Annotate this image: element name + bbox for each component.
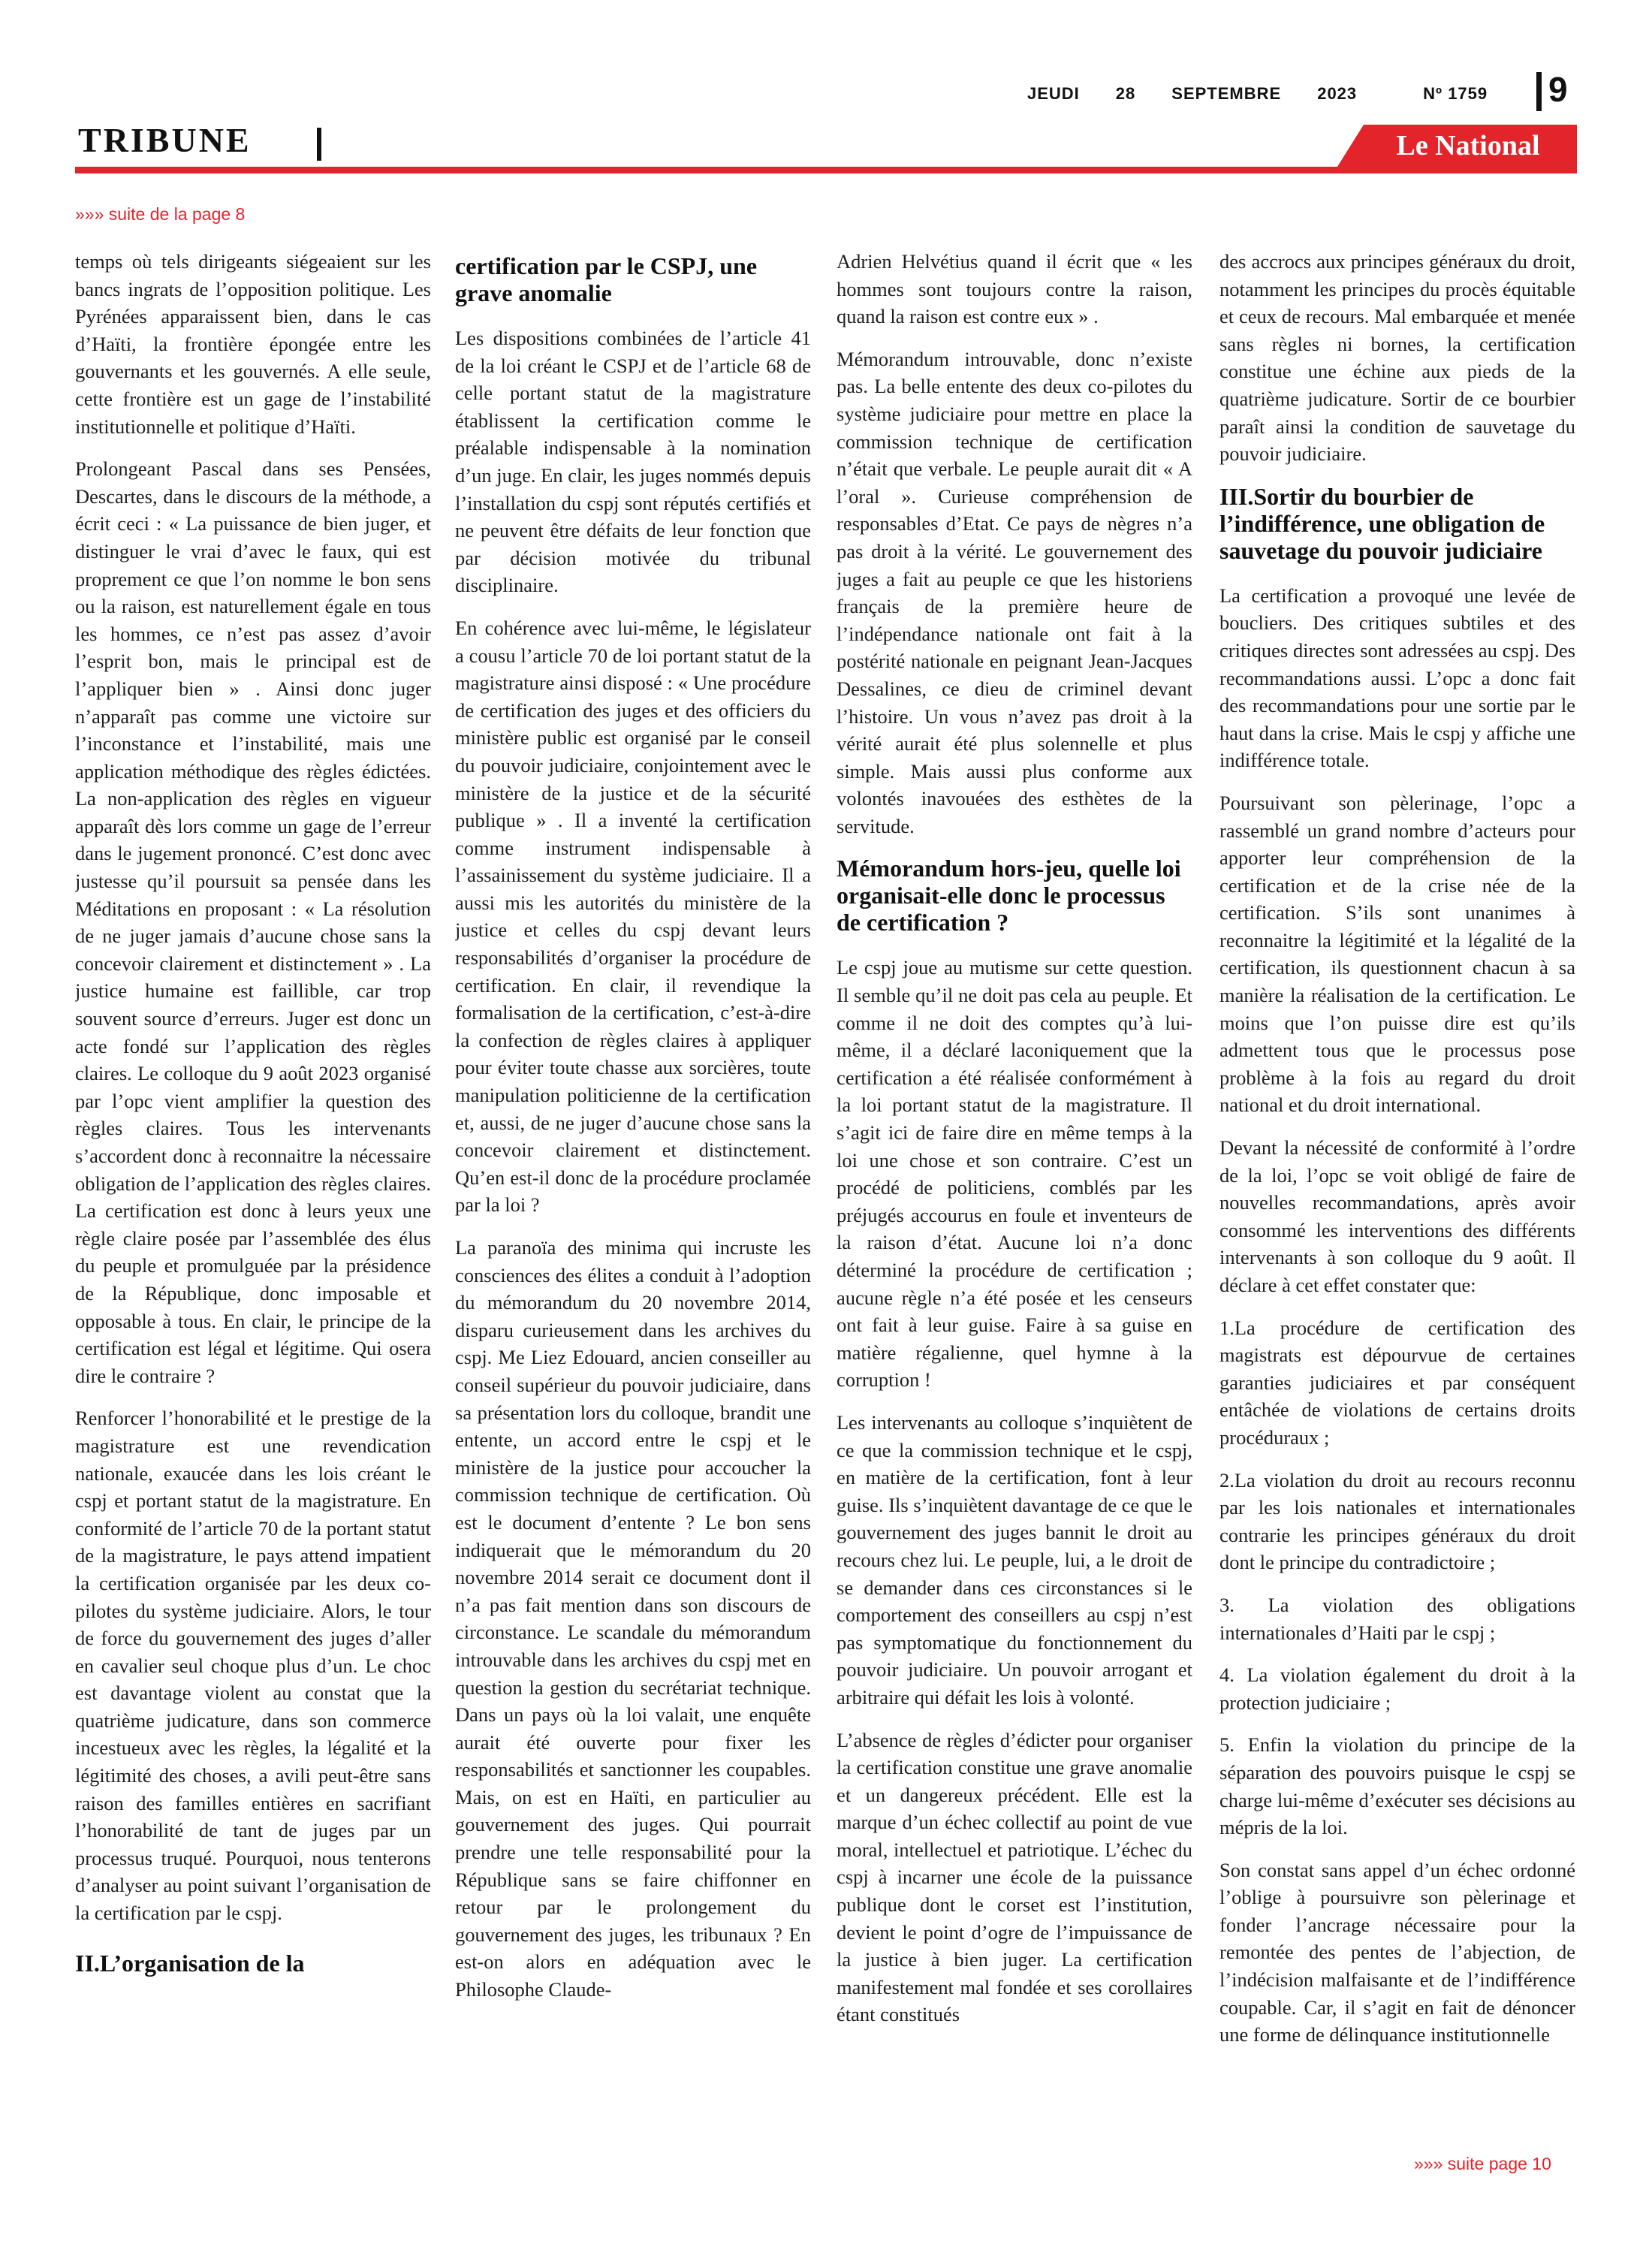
paragraph: Poursuivant son pèlerinage, l’opc a rassemblé un grand nombre d’acteurs pour apporter leur compréhension de la certification et de la crise née de la certification. S’ils sont unanimes à reconnaitre la légitimité et la légalité de la certification, ils questionnent chacun à sa manière la réalisation de la certification. Le moins que l’on puisse dire est qu’ils admettent tous que le processus pose problème à la fois au regard du droit national et du droit international. [1219,791,1575,1117]
paragraph: Adrien Helvétius quand il écrit que « les hommes sont toujours contre la raison, quand la raison est contre eux » . [837,250,1192,328]
subheading: certification par le CSPJ, une grave anomalie [455,252,758,306]
paragraph: La paranoïa des minima qui incruste les consciences des élites a conduit à l’adoption du mémorandum du 20 novembre 2014, disparu curieusement dans les archives du cspj. Me Liez Edouard, ancien conseiller au conseil supérieur du pouvoir judiciaire, dans sa présentation lors du colloque, brandit une entente, un accord entre le cspj et le ministère de la justice pour accoucher la commission technique de certification. Où est le document d’entente ? Le bon sens indiquerait que le mémorandum du 20 novembre 2014 serait ce document dont il n’a pas fait mention dans son discours de circonstance. Le scandale du mémorandum introuvable dans les archives du cspj met en question la gestion du secrétariat technique. Dans un pays où la loi valait, une enquête aurait été ouverte pour fixer les responsabilités et sanctionner les coupables. Mais, on est en Haïti, en particulier au gouvernement des juges. Qui pourrait prendre une telle responsabilité pour la République sans se faire chiffonner en retour par le prolongement du gouvernement des juges, les tribunaux ? En est-on alors en adéquation avec le Philosophe Claude- [455,1236,811,2001]
subheading: III.Sortir du bourbier de l’indifférence, une obligation de sauvetage du pouvoir judiciaire [1219,482,1545,564]
list-item: 2.La violation du droit au recours reconnu par les lois nationales et internationales contrarie les principes généraux du droit dont le principe du contradictoire ; [1219,1468,1575,1574]
page-number-divider [1536,72,1542,111]
list-item: 1.La procédure de certification des magistrats est dépourvue de certaines garanties judiciaires et par conséquent entâchée de violations de certains droits procéduraux ; [1219,1316,1575,1449]
paragraph: Renforcer l’honorabilité et le prestige de la magistrature est une revendication nationale, exaucée dans les lois créant le cspj et portant statut de la magistrature. En conformité de l’article 70 de la portant statut de la magistrature, le pays attend impatient la certification organisée par les deux co-pilotes du système judiciaire. Alors, le tour de force du gouvernement des juges d’aller en cavalier seul choque plus d’un. Le choc est davantage violent au constat que la quatrième judicature, dans son commerce incestueux avec les règles, la légalité et la légitimité des choses, a avili peut-être sans raison des familles entières en sacrifiant l’honorabilité de tant de juges par un processus truqué. Pourquoi, nous tenterons d’analyser au point suivant l’organisation de la certification par le cspj. [75,1407,431,1925]
paragraph: Mémorandum introuvable, donc n’existe pas. La belle entente des deux co-pilotes du système judiciaire pour mettre en place la commission technique de certification n’était que verbale. Le peuple aurait dit « A l’oral ». Curieuse compréhension de responsables d’Etat. Ce pays de nègres n’a pas droit à la vérité. Le gouvernement des juges a fait au peuple ce que les historiens français de la première heure de l’indépendance nationale ont fait à la postérité nationale en peignant Jean-Jacques Dessalines, ce dieu de criminel devant l’histoire. Un vous n’avez pas droit à la vérité aurait été plus solennelle et plus simple. Mais aussi plus conforme aux volontés inavouées des esthètes de la servitude. [837,347,1192,837]
article-column-1 [75,248,431,2155]
issue-number: Nº 1759 [1423,84,1488,103]
section-divider [317,128,321,161]
paragraph: des accrocs aux principes généraux du droit, notamment les principes du procès équitable et ceux de recours. Mal embarquée et menée sans règles ni bornes, la certification constitue une échine aux pieds de la quatrième judicature. Sortir de ce bourbier paraît ainsi la condition de sauvetage du pouvoir judiciaire. [1219,250,1575,466]
paragraph: Les dispositions combinées de l’article 41 de la loi créant le CSPJ et de l’article 68 de celle portant statut de la magistrature établissent la certification comme le préalable indispensable à la nomination d’un juge. En clair, les juges nommés depuis l’installation du cspj sont réputés certifiés et ne peuvent être défaits de leur fonction que par décision motivée du tribunal disciplinaire. [455,327,811,597]
article-column-4 [1219,248,1575,2155]
article-column-2 [455,248,811,2155]
issue-year: 2023 [1317,84,1358,103]
paragraph: Prolongeant Pascal dans ses Pensées, Descartes, dans le discours de la méthode, a écrit ceci : « La puissance de bien juger, et distinguer le vrai d’avec le faux, qui est proprement ce que l’on nomme le bon sens ou la raison, est naturellement égale en tous les hommes, ce n’est pas assez d’avoir l’esprit bon, mais le principal est de l’appliquer bien » . Ainsi donc juger n’apparaît pas comme une victoire sur l’inconstance et l’instabilité, mais une application méthodique des règles édictées. La non-application des règles en vigueur apparaît dès lors comme un gage de l’erreur dans le jugement prononcé. C’est donc avec justesse qu’il poursuit sa pensée dans les Méditations en proposant : « La résolution de ne juger jamais d’aucune chose sans la concevoir clairement et distinctement » . La justice humaine est faillible, car trop souvent source d’erreurs. Juger est donc un acte fondé sur l’application des règles claires. Le colloque du 9 août 2023 organisé par l’opc vient amplifier la question des règles claires. Tous les intervenants s’accordent donc à reconnaitre la nécessaire obligation de l’application des règles claires. La certification est donc à leurs yeux une règle claire posée par l’assemblée des élus du peuple et promulguée par la présidence de la République, donc imposable et opposable à tous. En clair, le principe de la certification est légal et légitime. Qui osera dire le contraire ? [75,457,431,1387]
paragraph: Devant la nécessité de conformité à l’ordre de la loi, l’opc se voit obligé de faire de nouvelles recommandations, après avoir consommé les interventions des différents intervenants à son colloque du 9 août. Il déclare à cet effet constater que: [1219,1136,1575,1296]
section-title: TRIBUNE [78,121,252,159]
paragraph: La certification a provoqué une levée de boucliers. Des critiques subtiles et des critiques directes sont adressées au cspj. Des recommandations aussi. L’opc a donc fait des recommandations pour une sortie par le haut dans la crise. Mais le cspj y affiche une indifférence totale. [1219,584,1575,772]
continued-from: »»» suite de la page 8 [75,204,246,224]
article-column-3 [837,248,1192,2155]
subheading: Mémorandum hors-jeu, quelle loi organisait-elle donc le processus de certification ? [837,855,1181,936]
list-item: 4. La violation également du droit à la protection judiciaire ; [1219,1663,1575,1714]
paragraph: temps où tels dirigeants siégeaient sur les bancs ingrats de l’opposition politique. Les Pyrénées apparaissent bien, dans le cas d’Haïti, la frontière épongée entre les gouvernants et les gouvernés. A elle seule, cette frontière est un gage de l’instabilité institutionnelle et politique d’Haïti. [75,250,431,438]
paragraph: Le cspj joue au mutisme sur cette question. Il semble qu’il ne doit pas cela au peuple. Et comme il ne doit des comptes qu’à lui-même, il a déclaré laconiquement que la certification a été réalisée conformément à la loi portant statut de la magistrature. Il s’agit ici de faire dire en même temps à la loi une chose et son contraire. C’est un procédé de politiciens, comblés par les préjugés accourus en foule et inventeurs de la raison d’état. Aucune loi n’a donc déterminé la procédure de certification ; aucune règle n’a été posée et les censeurs ont fait à leur guise. Faire à sa guise en matière régalienne, quel hymne à la corruption ! [837,956,1192,1392]
issue-date: 28 [1115,84,1136,103]
continued-to: »»» suite page 10 [1414,2154,1551,2173]
paragraph: L’absence de règles d’édicter pour organiser la certification constitue une grave anomalie et un dangereux précédent. Elle est la marque d’un échec collectif au point de vue moral, intellectuel et patriotique. L’échec du cspj à incarner une école de la puissance publique dont le corset est l’institution, devient le point d’ogre de l’impuissance de la justice à bien juger. La certification manifestement mal fondée et ses corollaires étant constitués [837,1728,1192,2026]
paragraph: Son constat sans appel d’un échec ordonné l’oblige à poursuivre son pèlerinage et fonder l’ancrage nécessaire pour la remontée des pentes de l’abjection, de l’indécision malfaisante et de l’indifférence coupable. Car, il s’agit en fait de dénoncer une forme de délinquance institutionnelle [1219,1858,1575,2046]
issue-day: JEUDI [1027,84,1080,103]
issue-month: SEPTEMBRE [1171,84,1282,103]
list-item: 5. Enfin la violation du principe de la séparation des pouvoirs puisque le cspj se charge lui-même d’exécuter ses décisions au mépris de la loi. [1219,1733,1575,1839]
list-item: 3. La violation des obligations internationales d’Haiti par le cspj ; [1219,1593,1575,1644]
paragraph: En cohérence avec lui-même, le législateur a cousu l’article 70 de loi portant statut de la magistrature ainsi disposé : « Une procédure de certification des juges et des officiers du ministère public est organisé par le conseil du pouvoir judiciaire, conjointement avec le ministère de la justice et de la sécurité publique » . Il a inventé la certification comme instrument indispensable à l’assainissement du système judiciaire. Il a aussi mis les autorités du ministère de la justice et celles du cspj devant leurs responsabilités d’organiser la procédure de certification. En clair, il revendique la formalisation de la certification, c’est-à-dire la confection de règles claires à appliquer pour éviter toute chasse aux sorcières, toute manipulation politicienne de la certification et, aussi, de ne juger d’aucune chose sans la concevoir clairement et distinctement. Qu’en est-il donc de la procédure proclamée par la loi ? [455,616,811,1217]
paragraph: Les intervenants au colloque s’inquiètent de ce que la commission technique et le cspj, en matière de la certification, font à leur guise. Ils s’inquiètent davantage de ce que le gouvernement des juges bannit le droit au recours chez lui. Le peuple, lui, a le droit de se demander dans ces circonstances si le comportement des conseillers au cspj n’est pas symptomatique du fonctionnement du pouvoir judiciaire. Un pouvoir arrogant et arbitraire qui défait les lois à volonté. [837,1410,1192,1709]
issue-info [1027,84,1524,104]
subheading: II.L’organisation de la [75,1949,305,1977]
page-number: 9 [1548,70,1568,109]
brand-logo-text: Le National [1396,130,1540,161]
